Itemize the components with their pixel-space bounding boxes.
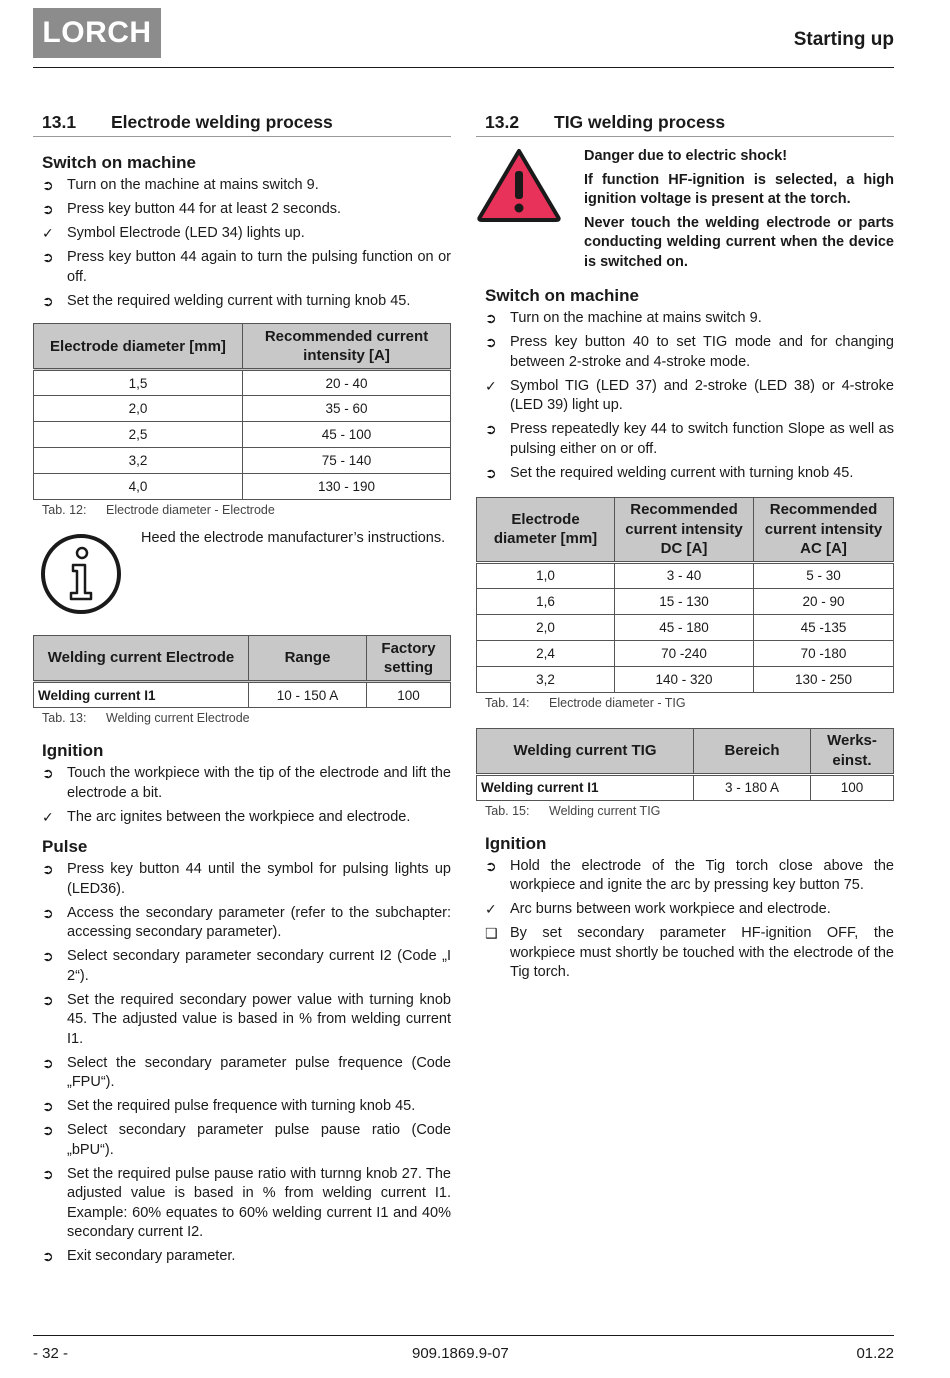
- warning-line: Never touch the welding electrode or parts conducting welding current when the device is switched on.: [584, 214, 894, 270]
- table-cell: Welding current I1: [34, 682, 249, 708]
- table-header-cell: Werks-einst.: [811, 728, 894, 774]
- table-cell: 15 - 130: [615, 588, 754, 614]
- table-cell: 35 - 60: [243, 396, 451, 422]
- list-item-text: Select the secondary parameter pulse frequence (Code „FPU“).: [67, 1054, 451, 1090]
- arrow-bullet-icon: ➲: [42, 1122, 54, 1138]
- list-item: [485, 900, 894, 920]
- info-note: [33, 529, 451, 619]
- table-row: [34, 370, 451, 396]
- table-header-cell: Electrode diameter [mm]: [34, 324, 243, 370]
- table-cell: 2,0: [34, 396, 243, 422]
- table-13: [33, 635, 451, 708]
- section-number: 13.1: [42, 112, 77, 132]
- page-header-title: Starting up: [793, 29, 894, 50]
- ignition-steps: [485, 857, 894, 983]
- list-item-text: Press repeatedly key 44 to switch function Slope as well as pulsing either on or off.: [510, 421, 894, 457]
- caption-number: Tab. 15:: [485, 803, 530, 818]
- table-row: [477, 562, 894, 588]
- list-item: [485, 377, 894, 416]
- caption-text: Electrode diameter - TIG: [549, 695, 686, 710]
- table-row: [477, 614, 894, 640]
- table-cell: 1,5: [34, 370, 243, 396]
- section-heading-13-1: [33, 112, 451, 137]
- table-14: [476, 497, 894, 693]
- table-cell: 1,6: [477, 588, 615, 614]
- arrow-bullet-icon: ➲: [42, 904, 54, 921]
- ignition-heading: Ignition: [485, 833, 547, 853]
- document-number: 909.1869.9-07: [412, 1345, 509, 1362]
- check-icon: ✓: [485, 901, 497, 917]
- table-row: [477, 774, 894, 800]
- switch-on-steps: [42, 176, 451, 311]
- list-item-text: Turn on the machine at mains switch 9.: [510, 310, 762, 326]
- switch-on-heading: Switch on machine: [485, 286, 639, 305]
- list-item: [42, 1247, 451, 1267]
- list-item: [42, 764, 451, 803]
- list-item: [485, 857, 894, 896]
- arrow-bullet-icon: ➲: [42, 201, 54, 217]
- check-icon: ✓: [485, 377, 497, 394]
- warning-line: If function HF-ignition is selected, a high ignition voltage is present at the torch.: [584, 171, 894, 207]
- header-divider: [33, 67, 894, 68]
- revision-date: 01.22: [856, 1345, 894, 1362]
- list-item-text: Exit secondary parameter.: [67, 1248, 236, 1264]
- list-item-text: Symbol TIG (LED 37) and 2-stroke (LED 38) or 4-stroke (LED 39) light up.: [510, 377, 894, 413]
- list-item-text: Set the required secondary power value with turning knob 45. The adjusted value is based in % from welding current I1.: [67, 991, 451, 1047]
- warning-triangle-icon: [476, 147, 584, 276]
- list-item: [42, 292, 451, 312]
- arrow-bullet-icon: ➲: [42, 1165, 54, 1182]
- table-cell: 130 - 250: [754, 666, 894, 692]
- table-header-cell: Welding current Electrode: [34, 636, 249, 682]
- list-item: [42, 1165, 451, 1243]
- list-item-text: Set the required welding current with turning knob 45.: [67, 292, 411, 309]
- list-item: [485, 333, 894, 372]
- list-item: [42, 947, 451, 986]
- list-item-text: Press key button 44 again to turn the pulsing function on or off.: [67, 249, 451, 285]
- table-cell: 70 -180: [754, 640, 894, 666]
- table-cell: 20 - 90: [754, 588, 894, 614]
- table-cell: 10 - 150 A: [249, 682, 367, 708]
- warning-text: [584, 147, 894, 276]
- arrow-bullet-icon: ➲: [42, 1054, 54, 1071]
- list-item: [42, 904, 451, 943]
- table-header-row: [34, 324, 451, 370]
- section-title: TIG welding process: [554, 112, 726, 132]
- table-cell: 140 - 320: [615, 666, 754, 692]
- list-item-text: Symbol Electrode (LED 34) lights up.: [67, 225, 305, 241]
- switch-on-steps: [485, 309, 894, 483]
- table-caption: [42, 503, 451, 517]
- list-item-text: Arc burns between work workpiece and electrode.: [510, 901, 831, 917]
- list-item: [485, 924, 894, 983]
- table-12: [33, 323, 451, 500]
- arrow-bullet-icon: ➲: [485, 464, 497, 481]
- ignition-steps: [42, 764, 451, 827]
- arrow-bullet-icon: ➲: [42, 292, 54, 309]
- table-cell: 1,0: [477, 562, 615, 588]
- checkbox-icon: ❑: [485, 925, 498, 941]
- list-item: [42, 200, 451, 220]
- list-item-text: Select secondary parameter pulse pause ratio (Code „bPU“).: [67, 1122, 451, 1158]
- caption-text: Welding current Electrode: [106, 711, 250, 725]
- switch-on-heading: Switch on machine: [42, 153, 196, 172]
- arrow-bullet-icon: ➲: [42, 1098, 54, 1114]
- list-item-text: By set secondary parameter HF-ignition OFF, the workpiece must shortly be touched with the electrode of the Tig torch.: [510, 925, 894, 980]
- list-item: [42, 1097, 451, 1117]
- arrow-bullet-icon: ➲: [485, 421, 497, 437]
- note-text: Heed the electrode manufacturer’s instructions.: [141, 530, 446, 546]
- list-item-text: Press key button 44 until the symbol for pulsing lights up (LED36).: [67, 861, 451, 897]
- arrow-bullet-icon: ➲: [42, 765, 54, 781]
- table-header-row: [34, 636, 451, 682]
- right-column: [476, 112, 894, 987]
- footer-divider: [33, 1335, 894, 1336]
- arrow-bullet-icon: ➲: [42, 991, 54, 1008]
- table-cell: 20 - 40: [243, 370, 451, 396]
- table-caption: [42, 711, 451, 725]
- list-item: [42, 808, 451, 828]
- table-cell: 100: [811, 774, 894, 800]
- list-item: [42, 224, 451, 244]
- list-item: [42, 860, 451, 899]
- list-item: [42, 248, 451, 287]
- list-item-text: The arc ignites between the workpiece and electrode.: [67, 808, 411, 825]
- arrow-bullet-icon: ➲: [42, 177, 54, 193]
- table-cell: 45 - 100: [243, 422, 451, 448]
- list-item: [485, 464, 894, 484]
- list-item-text: Set the required welding current with turning knob 45.: [510, 464, 854, 481]
- list-item-text: Access the secondary parameter (refer to the subchapter: accessing secondary parameter).: [67, 904, 451, 940]
- caption-number: Tab. 14:: [485, 695, 530, 710]
- table-header-row: [477, 498, 894, 563]
- table-cell: 2,4: [477, 640, 615, 666]
- table-cell: 75 - 140: [243, 448, 451, 474]
- table-header-cell: Recommended current intensity AC [A]: [754, 498, 894, 563]
- section-title: Electrode welding process: [111, 112, 333, 132]
- table-cell: 3,2: [34, 448, 243, 474]
- arrow-bullet-icon: ➲: [42, 948, 54, 964]
- check-icon: ✓: [42, 808, 54, 825]
- danger-warning: [476, 147, 894, 276]
- warning-line: Danger due to electric shock!: [584, 148, 788, 164]
- table-header-cell: Range: [249, 636, 367, 682]
- list-item: [485, 420, 894, 459]
- list-item: [42, 1054, 451, 1093]
- table-header-cell: Factory setting: [367, 636, 451, 682]
- page-number: - 32 -: [33, 1345, 69, 1362]
- caption-number: Tab. 12:: [42, 503, 87, 517]
- arrow-bullet-icon: ➲: [485, 310, 497, 326]
- table-caption: [485, 804, 894, 818]
- table-header-cell: Recommended current intensity [A]: [243, 324, 451, 370]
- table-cell: 45 -135: [754, 614, 894, 640]
- table-cell: 45 - 180: [615, 614, 754, 640]
- list-item-text: Touch the workpiece with the tip of the electrode and lift the electrode a bit.: [67, 765, 451, 801]
- table-cell: 130 - 190: [243, 474, 451, 500]
- table-caption: [485, 696, 894, 710]
- table-cell: 3,2: [477, 666, 615, 692]
- list-item-text: Press key button 44 for at least 2 seconds.: [67, 201, 342, 217]
- arrow-bullet-icon: ➲: [485, 857, 497, 874]
- arrow-bullet-icon: ➲: [42, 249, 54, 265]
- table-cell: Welding current I1: [477, 774, 694, 800]
- table-cell: 2,0: [477, 614, 615, 640]
- table-cell: 70 -240: [615, 640, 754, 666]
- table-cell: 5 - 30: [754, 562, 894, 588]
- info-icon: [33, 529, 133, 619]
- lorch-logo: LORCH: [33, 8, 161, 58]
- table-cell: 2,5: [34, 422, 243, 448]
- table-header-cell: Bereich: [694, 728, 811, 774]
- table-header-cell: Welding current TIG: [477, 728, 694, 774]
- table-row: [477, 666, 894, 692]
- list-item-text: Turn on the machine at mains switch 9.: [67, 177, 319, 193]
- list-item: [42, 991, 451, 1050]
- table-row: [477, 588, 894, 614]
- list-item-text: Set the required pulse frequence with turning knob 45.: [67, 1098, 416, 1114]
- table-15: [476, 728, 894, 801]
- caption-text: Electrode diameter - Electrode: [106, 503, 275, 517]
- list-item: [42, 176, 451, 196]
- caption-number: Tab. 13:: [42, 711, 87, 725]
- list-item-text: Press key button 40 to set TIG mode and for changing between 2-stroke and 4-stroke mode.: [510, 334, 894, 370]
- table-cell: 3 - 40: [615, 562, 754, 588]
- table-header-cell: Electrode diameter [mm]: [477, 498, 615, 563]
- left-column: [33, 112, 451, 1271]
- list-item: [485, 309, 894, 329]
- table-cell: 100: [367, 682, 451, 708]
- table-row: [34, 396, 451, 422]
- section-heading-13-2: [476, 112, 894, 137]
- ignition-heading: Ignition: [42, 741, 104, 760]
- table-row: [477, 640, 894, 666]
- list-item-text: Set the required pulse pause ratio with turnng knob 27. The adjusted value is based in % from welding current I1. Example: 60% equates to 60% welding current I1 and 40% secondary current I2.: [67, 1165, 451, 1240]
- list-item-text: Hold the electrode of the Tig torch close above the workpiece and ignite the arc by pressing key button 75.: [510, 857, 894, 893]
- pulse-heading: Pulse: [42, 837, 88, 856]
- table-cell: 3 - 180 A: [694, 774, 811, 800]
- section-number: 13.2: [485, 112, 520, 132]
- table-row: [34, 448, 451, 474]
- table-row: [34, 422, 451, 448]
- arrow-bullet-icon: ➲: [42, 1248, 54, 1264]
- table-row: [34, 474, 451, 500]
- table-header-row: [477, 728, 894, 774]
- table-row: [34, 682, 451, 708]
- list-item-text: Select secondary parameter secondary current I2 (Code „I 2“).: [67, 948, 451, 984]
- table-header-cell: Recommended current intensity DC [A]: [615, 498, 754, 563]
- pulse-steps: [42, 860, 451, 1267]
- arrow-bullet-icon: ➲: [42, 861, 54, 877]
- check-icon: ✓: [42, 225, 54, 241]
- table-cell: 4,0: [34, 474, 243, 500]
- caption-text: Welding current TIG: [549, 803, 661, 818]
- list-item: [42, 1121, 451, 1160]
- arrow-bullet-icon: ➲: [485, 334, 497, 350]
